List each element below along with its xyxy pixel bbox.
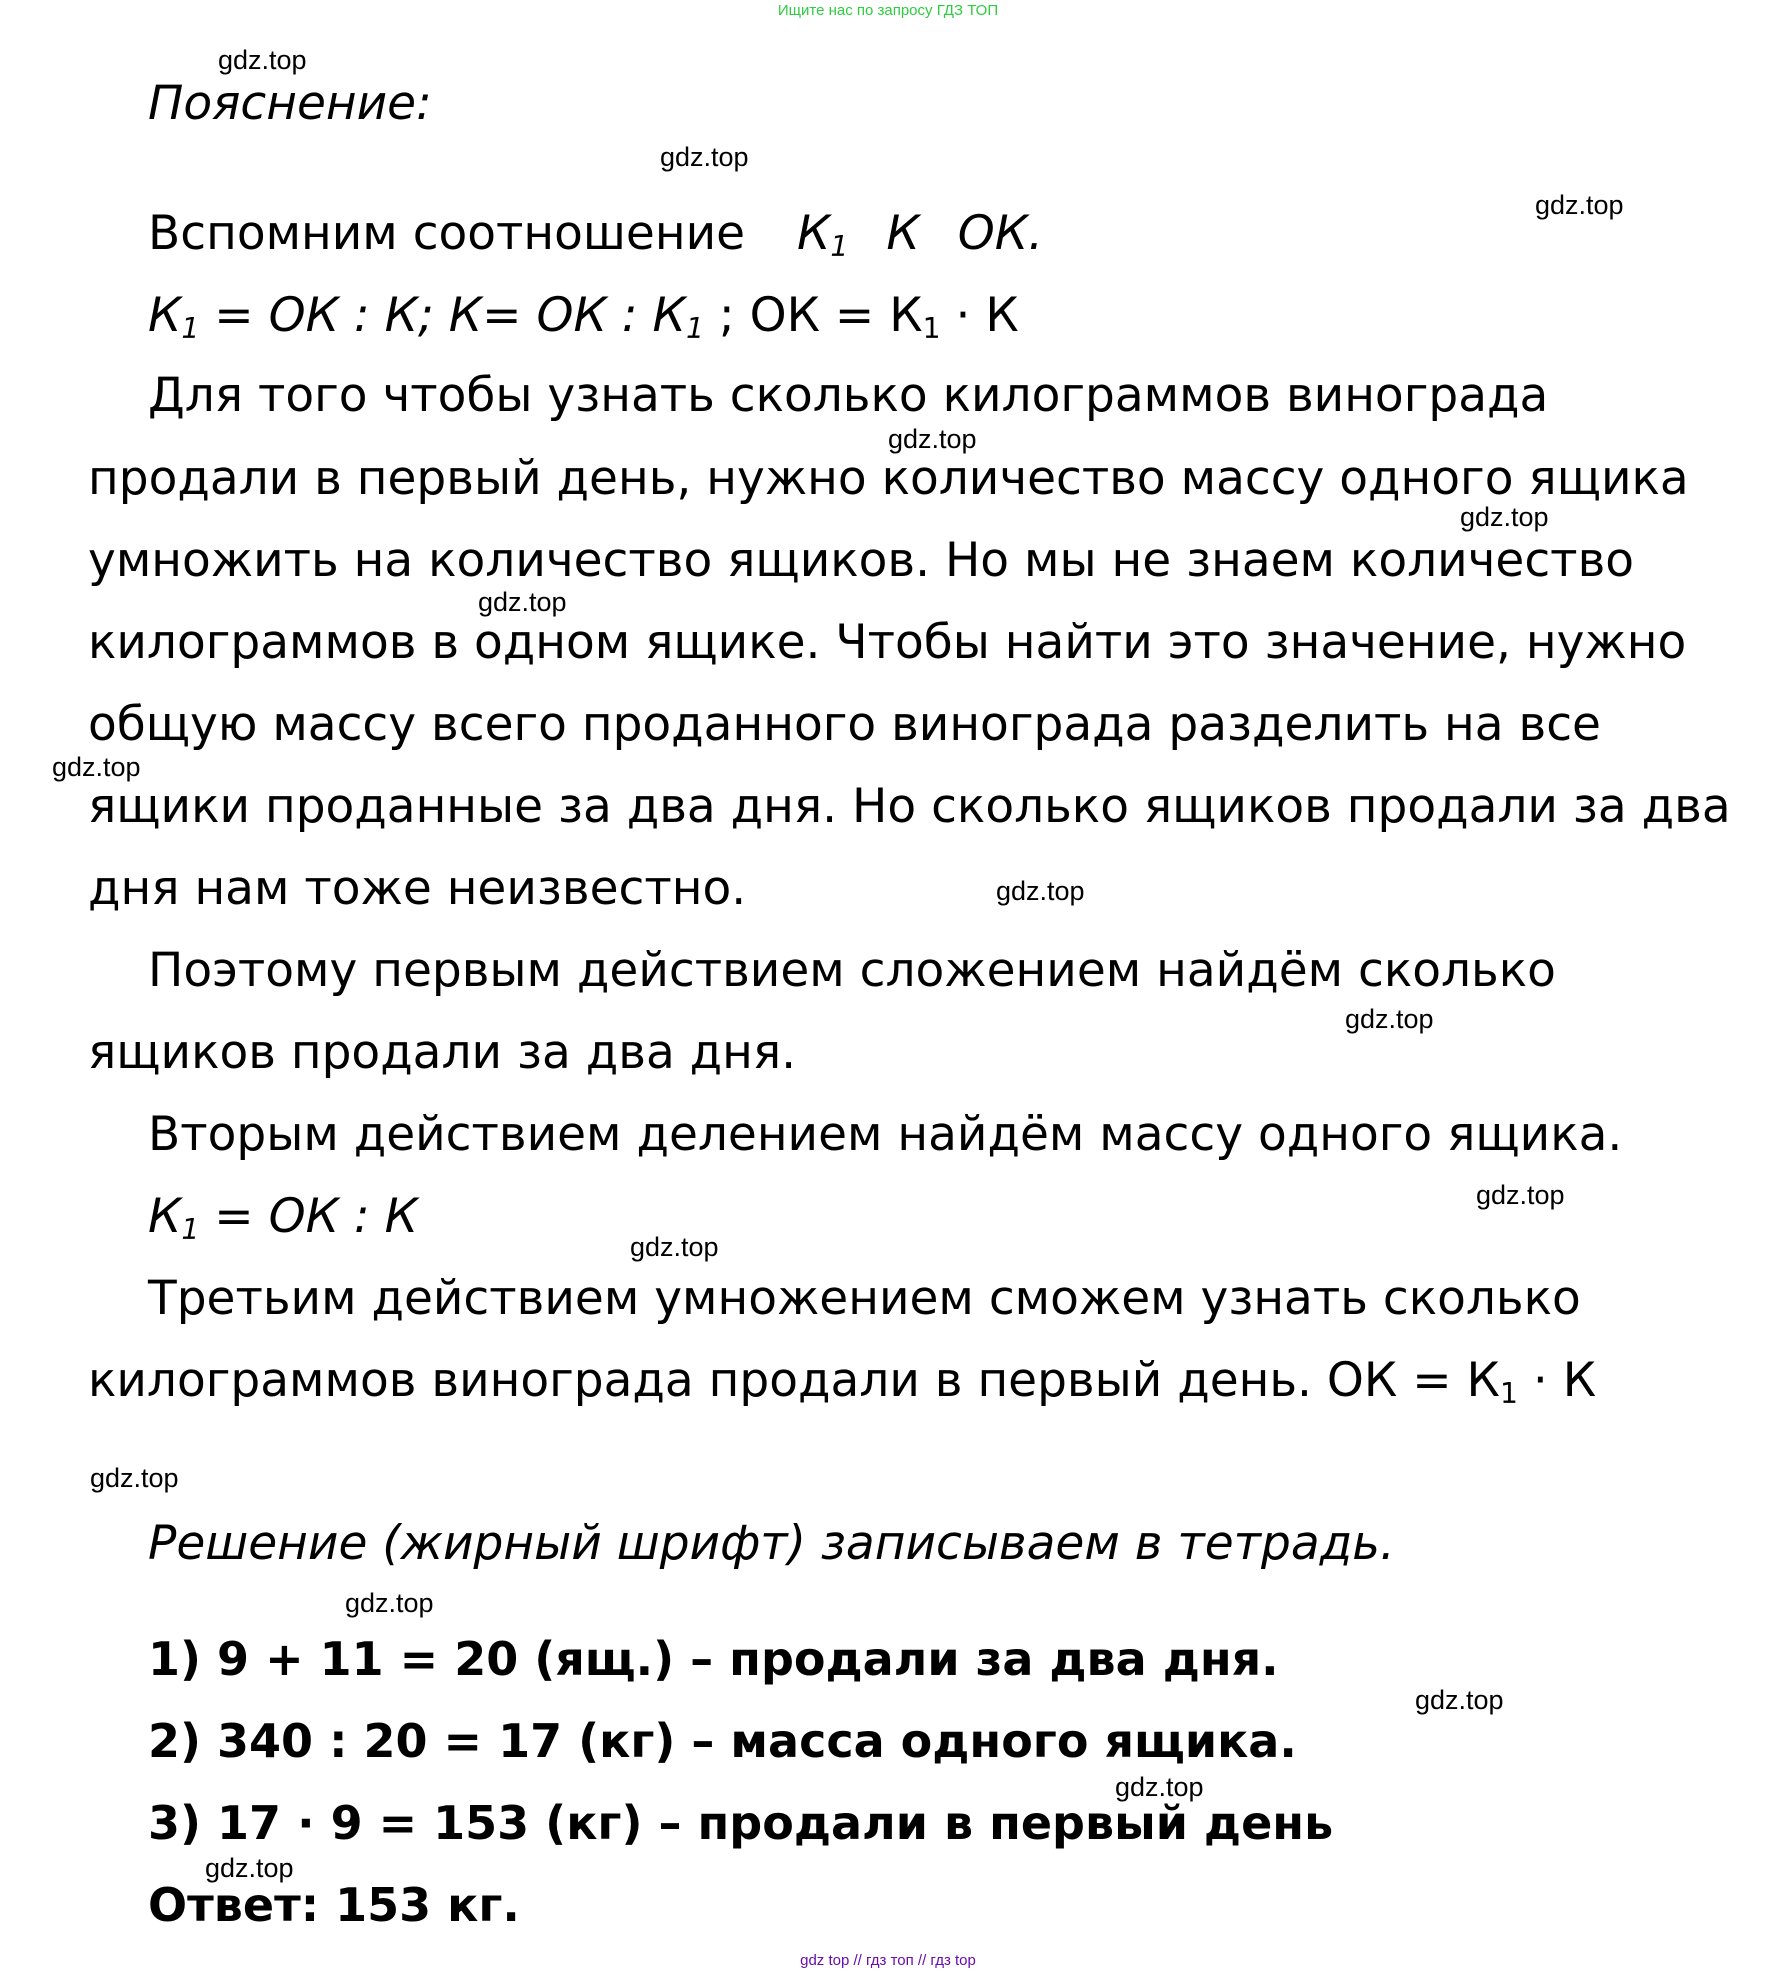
watermark: gdz.top [90, 1463, 179, 1493]
solution-step: 3) 17 · 9 = 153 (кг) – продали в первый день [148, 1796, 1334, 1850]
answer: Ответ: 153 кг. [148, 1878, 520, 1932]
paragraph-line: килограммов винограда продали в первый день. ОК = $К_1 \cdot К$ [88, 1353, 1597, 1411]
watermark: gdz.top [52, 752, 141, 782]
footer: gdz top // гдз топ // гдз top [800, 1952, 976, 1969]
paragraph-line: ящиков продали за два дня. [88, 1025, 797, 1080]
watermark: gdz.top [1460, 502, 1549, 532]
paragraph-line: дня нам тоже неизвестно. [88, 861, 747, 916]
solution-note: Решение (жирный шрифт) записываем в тетрадь. [148, 1516, 1395, 1571]
page-title: Пояснение: [148, 76, 432, 131]
paragraph-line: Третьим действием умножением сможем узнать сколько [148, 1271, 1581, 1326]
paragraph-line: килограммов в одном ящике. Чтобы найти это значение, нужно [88, 615, 1687, 670]
watermark: gdz.top [630, 1232, 719, 1262]
watermark: gdz.top [888, 424, 977, 454]
watermark: gdz.top [1476, 1180, 1565, 1210]
watermark: gdz.top [1345, 1004, 1434, 1034]
watermark: gdz.top [1535, 190, 1624, 220]
paragraph-line: Поэтому первым действием сложением найдём сколько [148, 943, 1556, 998]
paragraph-line: умножить на количество ящиков. Но мы не знаем количество [88, 533, 1635, 588]
recall-line [148, 206, 1044, 264]
formula-line-2: $К_1$ = ОК : К [148, 1189, 419, 1247]
top-banner: Ищите нас по запросу ГДЗ ТОП [777, 2, 999, 19]
recall-text: Вспомним соотношение [148, 206, 746, 261]
paragraph-line: Вторым действием делением найдём массу одного ящика. [148, 1107, 1623, 1162]
watermark: gdz.top [218, 45, 307, 75]
watermark: gdz.top [1415, 1685, 1504, 1715]
recall-k: К [886, 206, 920, 261]
watermark: gdz.top [345, 1588, 434, 1618]
paragraph-line: продали в первый день, нужно количество массу одного ящика [88, 451, 1689, 506]
watermark: gdz.top [996, 876, 1085, 906]
watermark: gdz.top [660, 142, 749, 172]
watermark: gdz.top [1115, 1772, 1204, 1802]
recall-ok: ОК. [957, 206, 1044, 261]
solution-step: 2) 340 : 20 = 17 (кг) – масса одного ящика. [148, 1714, 1297, 1768]
paragraph-line: Для того чтобы узнать сколько килограммов винограда [148, 368, 1549, 423]
watermark: gdz.top [478, 587, 567, 617]
formula-line: $К_1$ = ОК : К; К= ОК : $К_1$ ; ОК = $К_1 \cdot К$ [148, 288, 1019, 346]
recall-k1: $К_1$ [797, 206, 849, 264]
paragraph-line: общую массу всего проданного винограда разделить на все [88, 697, 1601, 752]
watermark: gdz.top [205, 1853, 294, 1883]
solution-step: 1) 9 + 11 = 20 (ящ.) – продали за два дня. [148, 1632, 1279, 1686]
paragraph-line: ящики проданные за два дня. Но сколько ящиков продали за два [88, 779, 1731, 834]
